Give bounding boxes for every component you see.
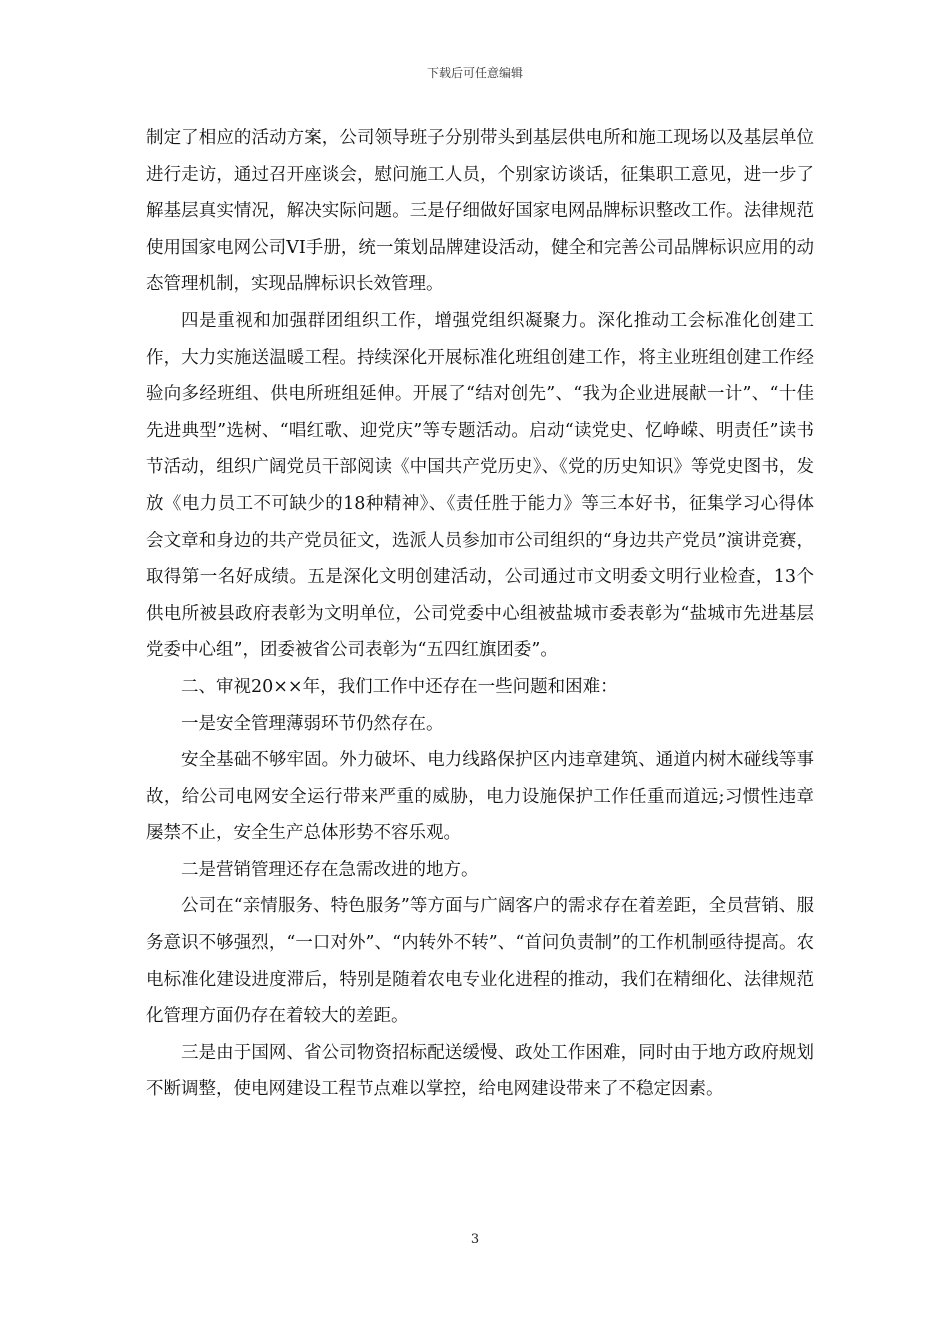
paragraph-continuation: 制定了相应的活动方案，公司领导班子分别带头到基层供电所和施工现场以及基层单位进行走访，通过召开座谈会，慰问施工人员，个别家访谈话，征集职工意见，进一步了解基层真实情况，解决实际问题。三是仔细做好国家电网品牌标识整改工作。法律规范使用国家电网公司VI手册，统一策划品牌建设活动，健全和完善公司品牌标识应用的动态管理机制，实现品牌标识长效管理。 xyxy=(146,128,814,295)
section-heading-problems: 二、审视20××年，我们工作中还存在一些问题和困难： xyxy=(181,676,618,697)
page-number: 3 xyxy=(470,1232,480,1247)
paragraph-service-gap: 公司在“亲情服务、特色服务”等方面与广阔客户的需求存在着差距，全员营销、服务意识不够强烈，“一口对外”、“内转外不转”、“首问负责制”的工作机制亟待提高。农电标准化建设进度滞后，特别是随着农电专业化进程的推动，我们在精细化、法律规范化管理方面仍存在着较大的差距。 xyxy=(146,896,814,1027)
subheading-marketing-management: 二是营销管理还存在急需改进的地方。 xyxy=(181,859,479,880)
subheading-safety-management: 一是安全管理薄弱环节仍然存在。 xyxy=(181,713,444,734)
paragraph-mass-organization-work: 四是重视和加强群团组织工作，增强党组织凝聚力。深化推动工会标准化创建工作，大力实施送温暖工程。持续深化开展标准化班组创建工作，将主业班组创建工作经验向多经班组、供电所班组延伸。开展了“结对创先”、“我为企业进展献一计”、“十佳先进典型”选树、“唱红歌、迎党庆”等专题活动。启动“读党史、忆峥嵘、明责任”读书节活动，组织广阔党员干部阅读《中国共产党历史》、《党的历史知识》等党史图书，发放《电力员工不可缺少的18种精神》、《责任胜于能力》等三本好书，征集学习心得体会文章和身边的共产党员征文，选派人员参加市公司组织的“身边共产党员”演讲竞赛，取得第一名好成绩。五是深化文明创建活动，公司通过市文明委文明行业检查，13个供电所被县政府表彰为文明单位，公司党委中心组被盐城市委表彰为“盐城市先进基层党委中心组”，团委被省公司表彰为“五四红旗团委”。 xyxy=(146,310,814,661)
page-header-note: 下载后可任意编辑 xyxy=(426,66,523,80)
paragraph-safety-foundation: 安全基础不够牢固。外力破坏、电力线路保护区内违章建筑、通道内树木碰线等事故，给公司电网安全运行带来严重的威胁，电力设施保护工作任重而道远;习惯性违章屡禁不止，安全生产总体形势不容乐观。 xyxy=(146,750,814,844)
paragraph-grid-construction: 三是由于国网、省公司物资招标配送缓慢、政处工作困难，同时由于地方政府规划不断调整，使电网建设工程节点难以掌控，给电网建设带来了不稳定因素。 xyxy=(146,1042,814,1100)
document-body xyxy=(146,120,814,1108)
